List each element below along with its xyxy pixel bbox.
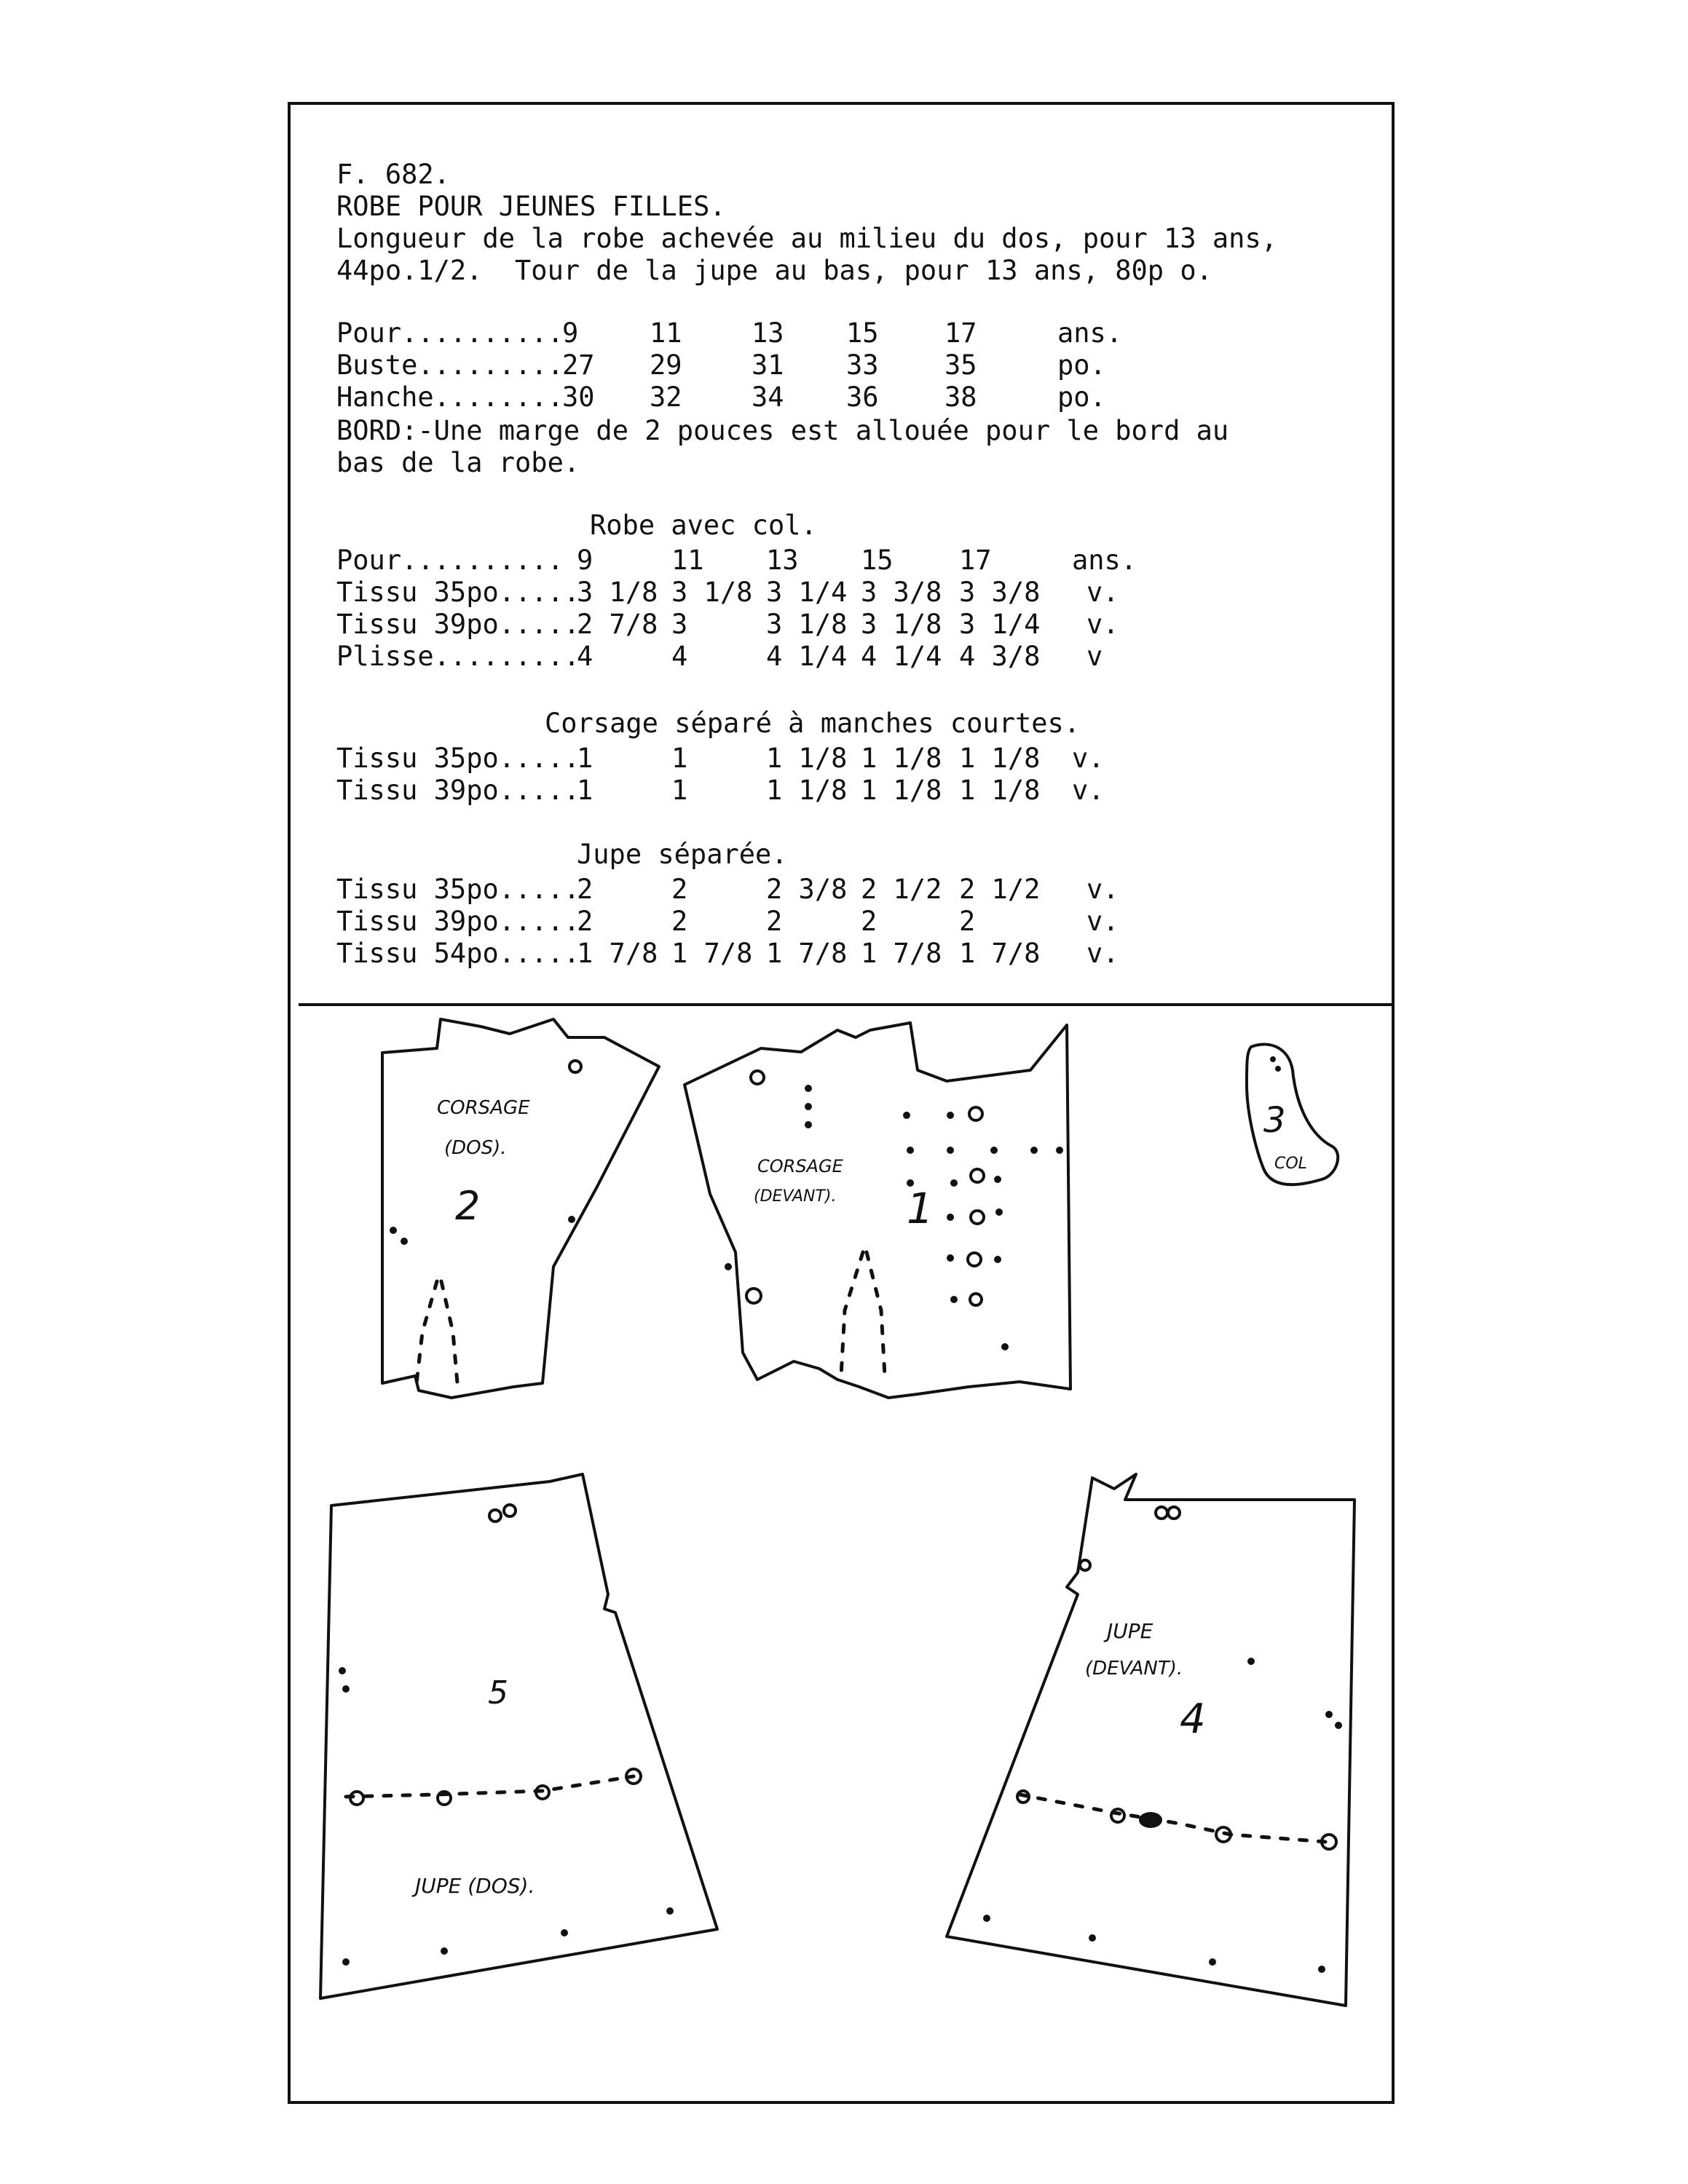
value-cell: 33 bbox=[846, 349, 879, 381]
value-cell: 1 1/8 bbox=[861, 775, 942, 806]
dot-mark bbox=[1247, 1658, 1255, 1665]
value-cell: 1 7/8 bbox=[671, 938, 753, 969]
corsage-devant-label-sub: (DEVANT). bbox=[754, 1187, 837, 1206]
dot-mark bbox=[561, 1929, 568, 1936]
value-cell: 31 bbox=[752, 349, 784, 381]
notch-mark bbox=[1168, 1507, 1180, 1519]
value-cell: 34 bbox=[752, 381, 784, 413]
corsage-dos-label-sub: (DOS). bbox=[444, 1137, 507, 1159]
notch-mark bbox=[569, 1061, 581, 1072]
value-cell: 3 3/8 bbox=[959, 577, 1041, 608]
value-cell: 30 bbox=[562, 381, 595, 413]
value-cell: 1 bbox=[577, 775, 593, 806]
notch-mark bbox=[1080, 1560, 1090, 1570]
dot-mark bbox=[1001, 1343, 1009, 1350]
jupe-devant-number: 4 bbox=[1180, 1696, 1206, 1743]
dot-mark bbox=[995, 1208, 1003, 1216]
row-label: Tissu 35po..... bbox=[336, 874, 580, 905]
unit-cell: po. bbox=[1057, 349, 1106, 381]
row-label: Tissu 39po..... bbox=[336, 775, 580, 806]
value-cell: 2 bbox=[671, 874, 688, 905]
value-cell: 32 bbox=[650, 381, 682, 413]
notch-mark bbox=[504, 1505, 516, 1516]
value-cell: 4 1/4 bbox=[766, 641, 848, 672]
value-cell: 1 1/8 bbox=[959, 775, 1041, 806]
value-cell: 11 bbox=[671, 545, 704, 576]
jupe-dos-hemline bbox=[346, 1776, 634, 1797]
value-cell: 15 bbox=[846, 317, 879, 349]
jupe-devant-outline bbox=[947, 1474, 1354, 2006]
corsage-dos-number: 2 bbox=[455, 1183, 481, 1229]
value-cell: 36 bbox=[846, 381, 879, 413]
notch-mark bbox=[1111, 1809, 1124, 1822]
dot-mark bbox=[1335, 1722, 1342, 1729]
value-cell: 1 7/8 bbox=[577, 938, 658, 969]
value-cell: 1 7/8 bbox=[861, 938, 942, 969]
dot-mark bbox=[805, 1103, 812, 1110]
unit-cell: v. bbox=[1086, 938, 1119, 969]
value-cell: 13 bbox=[752, 317, 784, 349]
corsage-dos-dart-right bbox=[441, 1281, 457, 1383]
unit-cell: v. bbox=[1086, 874, 1119, 905]
dot-mark bbox=[1318, 1966, 1325, 1973]
dot-mark bbox=[805, 1085, 812, 1092]
dot-mark bbox=[342, 1685, 350, 1693]
pattern-code: F. 682. bbox=[336, 159, 450, 190]
notch-mark bbox=[489, 1510, 501, 1522]
row-label: Tissu 39po..... bbox=[336, 609, 580, 640]
dot-mark bbox=[725, 1263, 732, 1270]
unit-cell: v bbox=[1086, 641, 1103, 672]
section-heading: Corsage séparé à manches courtes. bbox=[545, 708, 1081, 739]
dot-mark bbox=[342, 1958, 350, 1966]
corsage-dos-dart-left bbox=[417, 1281, 437, 1383]
value-cell: 4 1/4 bbox=[861, 641, 942, 672]
dot-mark bbox=[805, 1121, 812, 1128]
bord-note-line-2: bas de la robe. bbox=[336, 447, 580, 478]
row-label: Pour.......... bbox=[336, 317, 564, 349]
unit-cell: v. bbox=[1072, 743, 1105, 774]
ink-blot bbox=[1139, 1812, 1162, 1828]
value-cell: 29 bbox=[650, 349, 682, 381]
value-cell: 1 1/8 bbox=[766, 775, 848, 806]
value-cell: 1 bbox=[671, 743, 688, 774]
notch-mark bbox=[746, 1289, 761, 1303]
dot-mark bbox=[947, 1147, 954, 1154]
dot-mark bbox=[903, 1112, 910, 1119]
value-cell: 4 bbox=[671, 641, 688, 672]
value-cell: 11 bbox=[650, 317, 682, 349]
section-heading: Robe avec col. bbox=[590, 510, 817, 541]
unit-cell: v. bbox=[1086, 577, 1119, 608]
dot-mark bbox=[339, 1667, 346, 1674]
value-cell: 1 1/8 bbox=[766, 743, 848, 774]
notch-mark bbox=[969, 1107, 982, 1120]
row-label: Tissu 39po..... bbox=[336, 906, 580, 937]
corsage-devant-dart-right bbox=[867, 1252, 885, 1376]
value-cell: 3 1/8 bbox=[861, 609, 942, 640]
value-cell: 17 bbox=[944, 317, 977, 349]
value-cell: 3 1/4 bbox=[766, 577, 848, 608]
value-cell: 2 7/8 bbox=[577, 609, 658, 640]
value-cell: 1 1/8 bbox=[959, 743, 1041, 774]
value-cell: 3 3/8 bbox=[861, 577, 942, 608]
dot-mark bbox=[1325, 1711, 1333, 1718]
dot-mark bbox=[666, 1907, 674, 1915]
value-cell: 2 bbox=[577, 906, 593, 937]
dot-mark bbox=[568, 1216, 575, 1223]
value-cell: 9 bbox=[577, 545, 593, 576]
jupe-devant-hemline bbox=[1019, 1795, 1325, 1842]
value-cell: 2 1/2 bbox=[861, 874, 942, 905]
dot-mark bbox=[950, 1296, 958, 1303]
dot-mark bbox=[1030, 1147, 1038, 1154]
value-cell: 9 bbox=[562, 317, 579, 349]
jupe-dos-number: 5 bbox=[488, 1674, 508, 1712]
dot-mark bbox=[390, 1227, 397, 1234]
value-cell: 3 1/8 bbox=[766, 609, 848, 640]
value-cell: 2 bbox=[861, 906, 877, 937]
corsage-dos-outline bbox=[382, 1019, 659, 1398]
value-cell: 2 bbox=[577, 874, 593, 905]
value-cell: 4 bbox=[577, 641, 593, 672]
corsage-dos-label: CORSAGE bbox=[437, 1097, 530, 1119]
value-cell: 13 bbox=[766, 545, 799, 576]
row-label: Pour.......... bbox=[336, 545, 564, 576]
unit-cell: v. bbox=[1086, 906, 1119, 937]
description-line-1: Longueur de la robe achevée au milieu du dos, pour 13 ans, bbox=[336, 223, 1278, 254]
corsage-devant-number: 1 bbox=[907, 1184, 934, 1233]
dot-mark bbox=[947, 1214, 954, 1221]
value-cell: 3 1/8 bbox=[577, 577, 658, 608]
dot-mark bbox=[983, 1915, 990, 1922]
dot-mark bbox=[1089, 1934, 1096, 1942]
value-cell: 17 bbox=[959, 545, 992, 576]
notch-mark bbox=[968, 1253, 981, 1266]
dot-mark bbox=[401, 1238, 408, 1245]
col-number: 3 bbox=[1263, 1100, 1286, 1141]
notch-mark bbox=[970, 1294, 982, 1305]
dot-mark bbox=[994, 1256, 1001, 1263]
value-cell: 2 bbox=[766, 906, 783, 937]
dot-mark bbox=[907, 1147, 914, 1154]
dot-mark bbox=[990, 1147, 998, 1154]
value-cell: 3 1/8 bbox=[671, 577, 753, 608]
unit-cell: v. bbox=[1072, 775, 1105, 806]
corsage-devant-dart-left bbox=[841, 1252, 863, 1376]
value-cell: 38 bbox=[944, 381, 977, 413]
dot-mark bbox=[1056, 1147, 1063, 1154]
dot-mark bbox=[950, 1179, 958, 1187]
value-cell: 2 bbox=[671, 906, 688, 937]
notch-mark bbox=[1156, 1507, 1167, 1519]
value-cell: 1 7/8 bbox=[766, 938, 848, 969]
pattern-title: ROBE POUR JEUNES FILLES. bbox=[336, 191, 726, 222]
dot-mark bbox=[1270, 1056, 1276, 1062]
value-cell: 4 3/8 bbox=[959, 641, 1041, 672]
dot-mark bbox=[994, 1176, 1001, 1183]
corsage-devant-outline bbox=[685, 1023, 1070, 1398]
value-cell: 2 bbox=[959, 906, 976, 937]
value-cell: 27 bbox=[562, 349, 595, 381]
notch-mark bbox=[971, 1169, 984, 1182]
row-label: Hanche........ bbox=[336, 381, 564, 413]
notch-mark bbox=[971, 1211, 984, 1224]
unit-cell: ans. bbox=[1057, 317, 1123, 349]
jupe-devant-label-sub: (DEVANT). bbox=[1085, 1658, 1183, 1679]
jupe-devant-label: JUPE bbox=[1107, 1619, 1153, 1643]
value-cell: 1 bbox=[671, 775, 688, 806]
value-cell: 2 1/2 bbox=[959, 874, 1041, 905]
value-cell: 1 bbox=[577, 743, 593, 774]
notch-mark bbox=[751, 1071, 764, 1084]
value-cell: 3 bbox=[671, 609, 688, 640]
value-cell: 1 7/8 bbox=[959, 938, 1041, 969]
value-cell: 2 3/8 bbox=[766, 874, 848, 905]
corsage-devant-label: CORSAGE bbox=[757, 1156, 843, 1176]
bord-note-line-1: BORD:-Une marge de 2 pouces est allouée pour le bord au bbox=[336, 415, 1229, 446]
jupe-dos-label: JUPE (DOS). bbox=[415, 1874, 535, 1898]
dot-mark bbox=[441, 1947, 448, 1955]
dot-mark bbox=[1275, 1066, 1281, 1072]
value-cell: 15 bbox=[861, 545, 894, 576]
dot-mark bbox=[947, 1112, 954, 1119]
section-heading: Jupe séparée. bbox=[577, 839, 788, 870]
jupe-dos-outline bbox=[320, 1474, 717, 1998]
description-line-2: 44po.1/2. Tour de la jupe au bas, pour 13 ans, 80p o. bbox=[336, 255, 1212, 286]
row-label: Plisse......... bbox=[336, 641, 580, 672]
dot-mark bbox=[947, 1254, 954, 1262]
row-label: Tissu 54po..... bbox=[336, 938, 580, 969]
row-label: Tissu 35po..... bbox=[336, 743, 580, 774]
unit-cell: ans. bbox=[1072, 545, 1137, 576]
unit-cell: po. bbox=[1057, 381, 1106, 413]
col-label: COL bbox=[1274, 1155, 1307, 1173]
value-cell: 3 1/4 bbox=[959, 609, 1041, 640]
dot-mark bbox=[1209, 1958, 1216, 1966]
row-label: Buste......... bbox=[336, 349, 564, 381]
unit-cell: v. bbox=[1086, 609, 1119, 640]
row-label: Tissu 35po..... bbox=[336, 577, 580, 608]
value-cell: 1 1/8 bbox=[861, 743, 942, 774]
value-cell: 35 bbox=[944, 349, 977, 381]
